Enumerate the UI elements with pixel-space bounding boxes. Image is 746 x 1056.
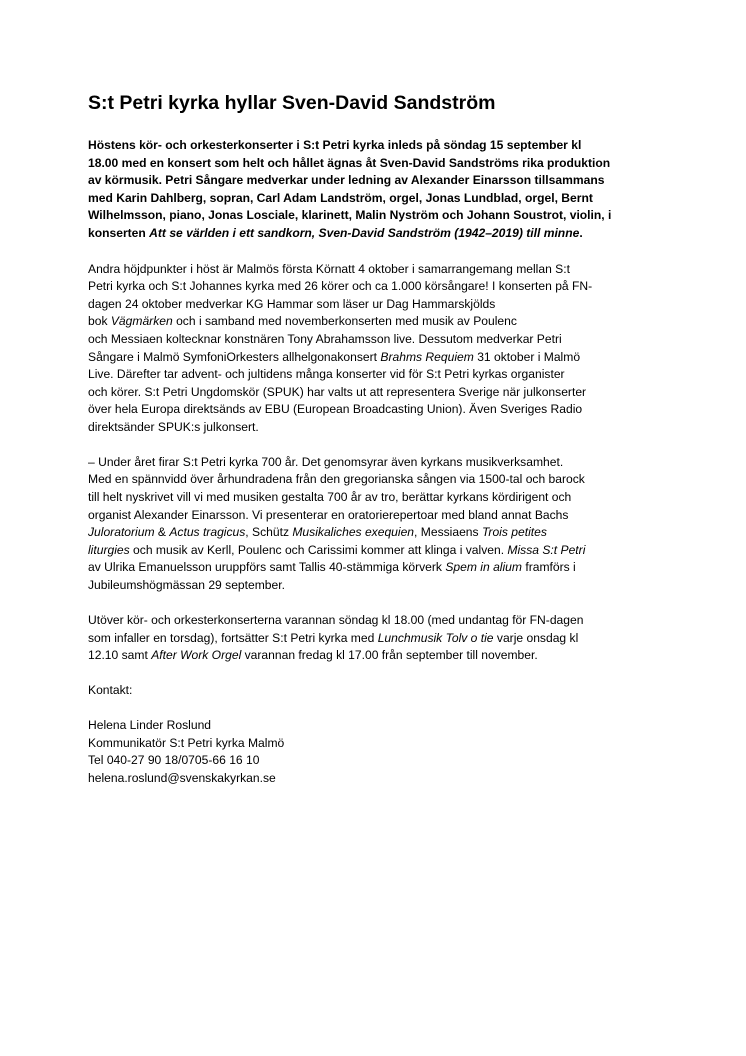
body-text: 12.10 samt xyxy=(88,648,152,663)
lead-line: med Karin Dahlberg, sopran, Carl Adam Landström, orgel, Jonas Lundblad, orgel, Bernt xyxy=(88,190,593,205)
body-text: varje onsdag kl xyxy=(493,630,579,645)
body-line: Jubileumshögmässan 29 september. xyxy=(88,578,285,593)
body-line: direktsänder SPUK:s julkonsert. xyxy=(88,419,259,434)
work-title: Trois petites xyxy=(481,525,547,540)
body-text: Sångare i Malmö SymfoniOrkesters allhelgonakonsert xyxy=(88,349,381,364)
body-line: och körer. S:t Petri Ungdomskör (SPUK) har valts ut att representera Sverige när julkonserter xyxy=(88,384,587,399)
body-line xyxy=(88,630,668,648)
contact-label: Kontakt: xyxy=(88,683,133,698)
body-text: , Schütz xyxy=(245,525,293,540)
contact-name: Helena Linder Roslund xyxy=(88,718,212,733)
body-line: över hela Europa direktsänds av EBU (European Broadcasting Union). Även Sveriges Radio xyxy=(88,402,583,417)
body-text: framförs i xyxy=(521,560,576,575)
body-text: , Messiaens xyxy=(414,525,482,540)
body-line xyxy=(88,647,668,665)
lead-line: 18.00 med en konsert som helt och hållet ägnas åt Sven-David Sandströms rika produktion xyxy=(88,155,611,170)
anniversary-paragraph xyxy=(88,454,668,595)
series-title: After Work Orgel xyxy=(151,648,242,663)
lead-text: . xyxy=(579,225,583,240)
page-title: S:t Petri kyrka hyllar Sven-David Sandström xyxy=(88,92,496,114)
body-line xyxy=(88,349,668,367)
body-text: 31 oktober i Malmö xyxy=(473,349,581,364)
body-line: organist Alexander Einarsson. Vi presenterar en oratorierepertoar med bland annat Bachs xyxy=(88,507,569,522)
body-line xyxy=(88,559,668,577)
contact-email[interactable]: helena.roslund@svenskakyrkan.se xyxy=(88,770,276,785)
highlights-paragraph xyxy=(88,261,668,437)
contact-phone: Tel 040-27 90 18/0705-66 16 10 xyxy=(88,753,260,768)
book-title: Vägmärken xyxy=(110,314,173,329)
lead-text: konserten xyxy=(88,225,150,240)
schedule-paragraph xyxy=(88,612,668,665)
body-line: till helt nyskrivet vill vi med musiken gestalta 700 år av tro, berättar kyrkans kördirigent och xyxy=(88,490,572,505)
body-line: – Under året firar S:t Petri kyrka 700 år. Det genomsyrar även kyrkans musikverksamhet. xyxy=(88,454,564,469)
work-title: Missa S:t Petri xyxy=(507,542,586,557)
body-line xyxy=(88,524,668,542)
body-line: Live. Därefter tar advent- och jultidens många konserter vid för S:t Petri kyrkas organister xyxy=(88,367,565,382)
body-text: varannan fredag kl 17.00 från september till november. xyxy=(241,648,538,663)
contact-block xyxy=(88,717,668,787)
body-line: Andra höjdpunkter i höst är Malmös första Körnatt 4 oktober i samarrangemang mellan S:t xyxy=(88,261,570,276)
work-title: liturgies xyxy=(88,542,130,557)
series-title: Lunchmusik Tolv o tie xyxy=(377,630,494,645)
body-text: som infaller en torsdag), fortsätter S:t Petri kyrka med xyxy=(88,630,378,645)
body-line xyxy=(88,313,668,331)
body-text: bok xyxy=(88,314,111,329)
work-title: Actus tragicus xyxy=(169,525,246,540)
body-line: Utöver kör- och orkesterkonserterna varannan söndag kl 18.00 (med undantag för FN-dagen xyxy=(88,613,584,628)
work-title: Musikaliches exequien xyxy=(292,525,415,540)
body-line xyxy=(88,542,668,560)
body-text: av Ulrika Emanuelsson uruppförs samt Tallis 40-stämmiga körverk xyxy=(88,560,446,575)
lead-paragraph xyxy=(88,137,668,243)
work-title: Spem in alium xyxy=(445,560,522,575)
concert-title: Att se världen i ett sandkorn, Sven-David Sandström (1942–2019) till minne xyxy=(149,225,580,240)
lead-line xyxy=(88,225,668,243)
lead-line: Höstens kör- och orkesterkonserter i S:t Petri kyrka inleds på söndag 15 september kl xyxy=(88,138,582,152)
body-text: och musik av Kerll, Poulenc och Carissimi kommer att klinga i valven. xyxy=(129,542,508,557)
contact-role: Kommunikatör S:t Petri kyrka Malmö xyxy=(88,735,285,750)
work-title: Juloratorium xyxy=(88,525,155,540)
work-title: Brahms Requiem xyxy=(380,349,474,364)
body-line: dagen 24 oktober medverkar KG Hammar som läser ur Dag Hammarskjölds xyxy=(88,296,496,311)
body-line: Med en spännvidd över århundradena från den gregorianska sången via 1500-tal och barock xyxy=(88,472,585,487)
body-line: Petri kyrka och S:t Johannes kyrka med 26 körer och ca 1.000 körsångare! I konserten på FN- xyxy=(88,279,593,294)
document-page xyxy=(88,90,668,788)
body-line: och Messiaen koltecknar konstnären Tony Abrahamsson live. Dessutom medverkar Petri xyxy=(88,331,562,346)
lead-line: Wilhelmsson, piano, Jonas Losciale, klarinett, Malin Nyström och Johann Soustrot, violin, i xyxy=(88,208,612,223)
body-text: och i samband med novemberkonserten med musik av Poulenc xyxy=(172,314,517,329)
lead-line: av körmusik. Petri Sångare medverkar under ledning av Alexander Einarsson tillsammans xyxy=(88,173,605,188)
body-text: & xyxy=(154,525,170,540)
